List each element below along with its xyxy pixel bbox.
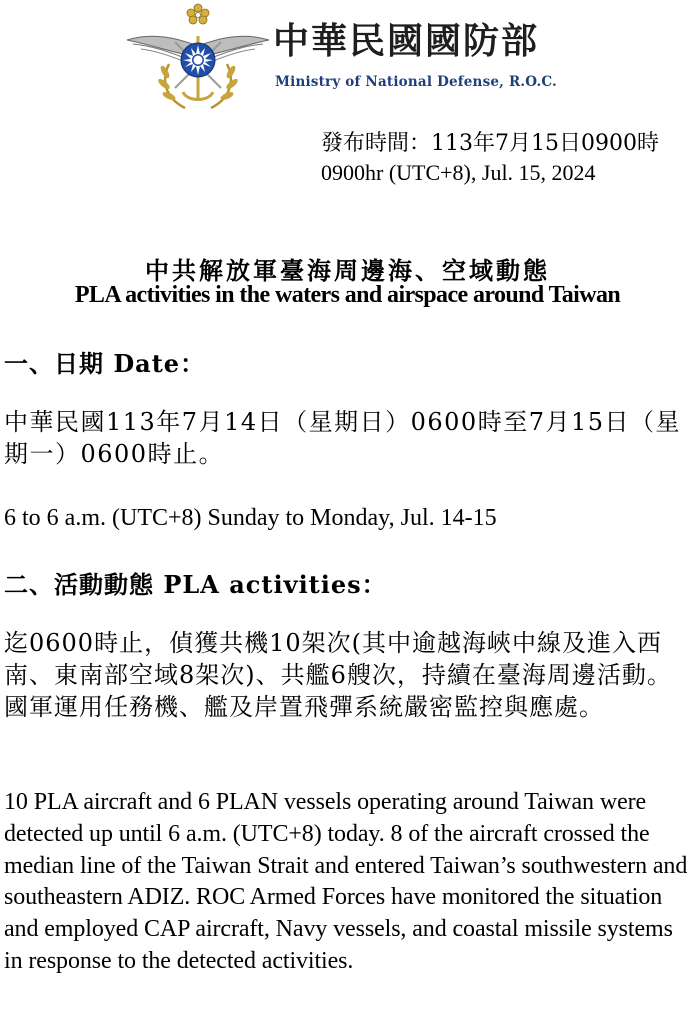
ministry-name-zh: 中華民國國防部 (273, 21, 540, 62)
release-time-en: 0900hr (UTC+8), Jul. 15, 2024 (321, 160, 596, 185)
page-title-en: PLA activities in the waters and airspace around Taiwan (74, 282, 621, 308)
activities-text-zh: 迄0600時止，偵獲共機10架次(其中逾越海峽中線及進入西南、東南部空域8架次)、共艦6艘次，持續在臺海周邊活動。國軍運用任務機、艦及岸置飛彈系統嚴密監控與應處。 (4, 629, 672, 721)
activities-text-en: 10 PLA aircraft and 6 PLAN vessels operating around Taiwan were detected up until 6 a.m. (UTC+8) today. 8 of the aircraft crossed the median line of the Taiwan Strait and entered Taiwan’s southwestern and southeastern ADIZ. ROC Armed Forces have monitored the situation and employed CAP aircraft, Navy vessels, and coastal missile systems in response to the detected activities. (4, 789, 688, 974)
page-title-zh: 中共解放軍臺海周邊海、空域動態 (145, 256, 550, 285)
date-text-en: 6 to 6 a.m. (UTC+8) Sunday to Monday, Jul. 14-15 (4, 505, 497, 531)
page-header (0, 0, 695, 115)
date-text-zh: 中華民國113年7月14日（星期日）0600時至7月15日（星期一）0600時止。 (4, 408, 682, 468)
ministry-emblem-icon (125, 2, 271, 114)
section-heading-activities: 二、活動動態 PLA activities： (4, 570, 387, 599)
release-time-zh: 發布時間：113年7月15日0900時 (321, 131, 659, 156)
ministry-name-en: Ministry of National Defense, R.O.C. (275, 74, 557, 90)
section-heading-date: 一、日期 Date： (4, 349, 206, 378)
